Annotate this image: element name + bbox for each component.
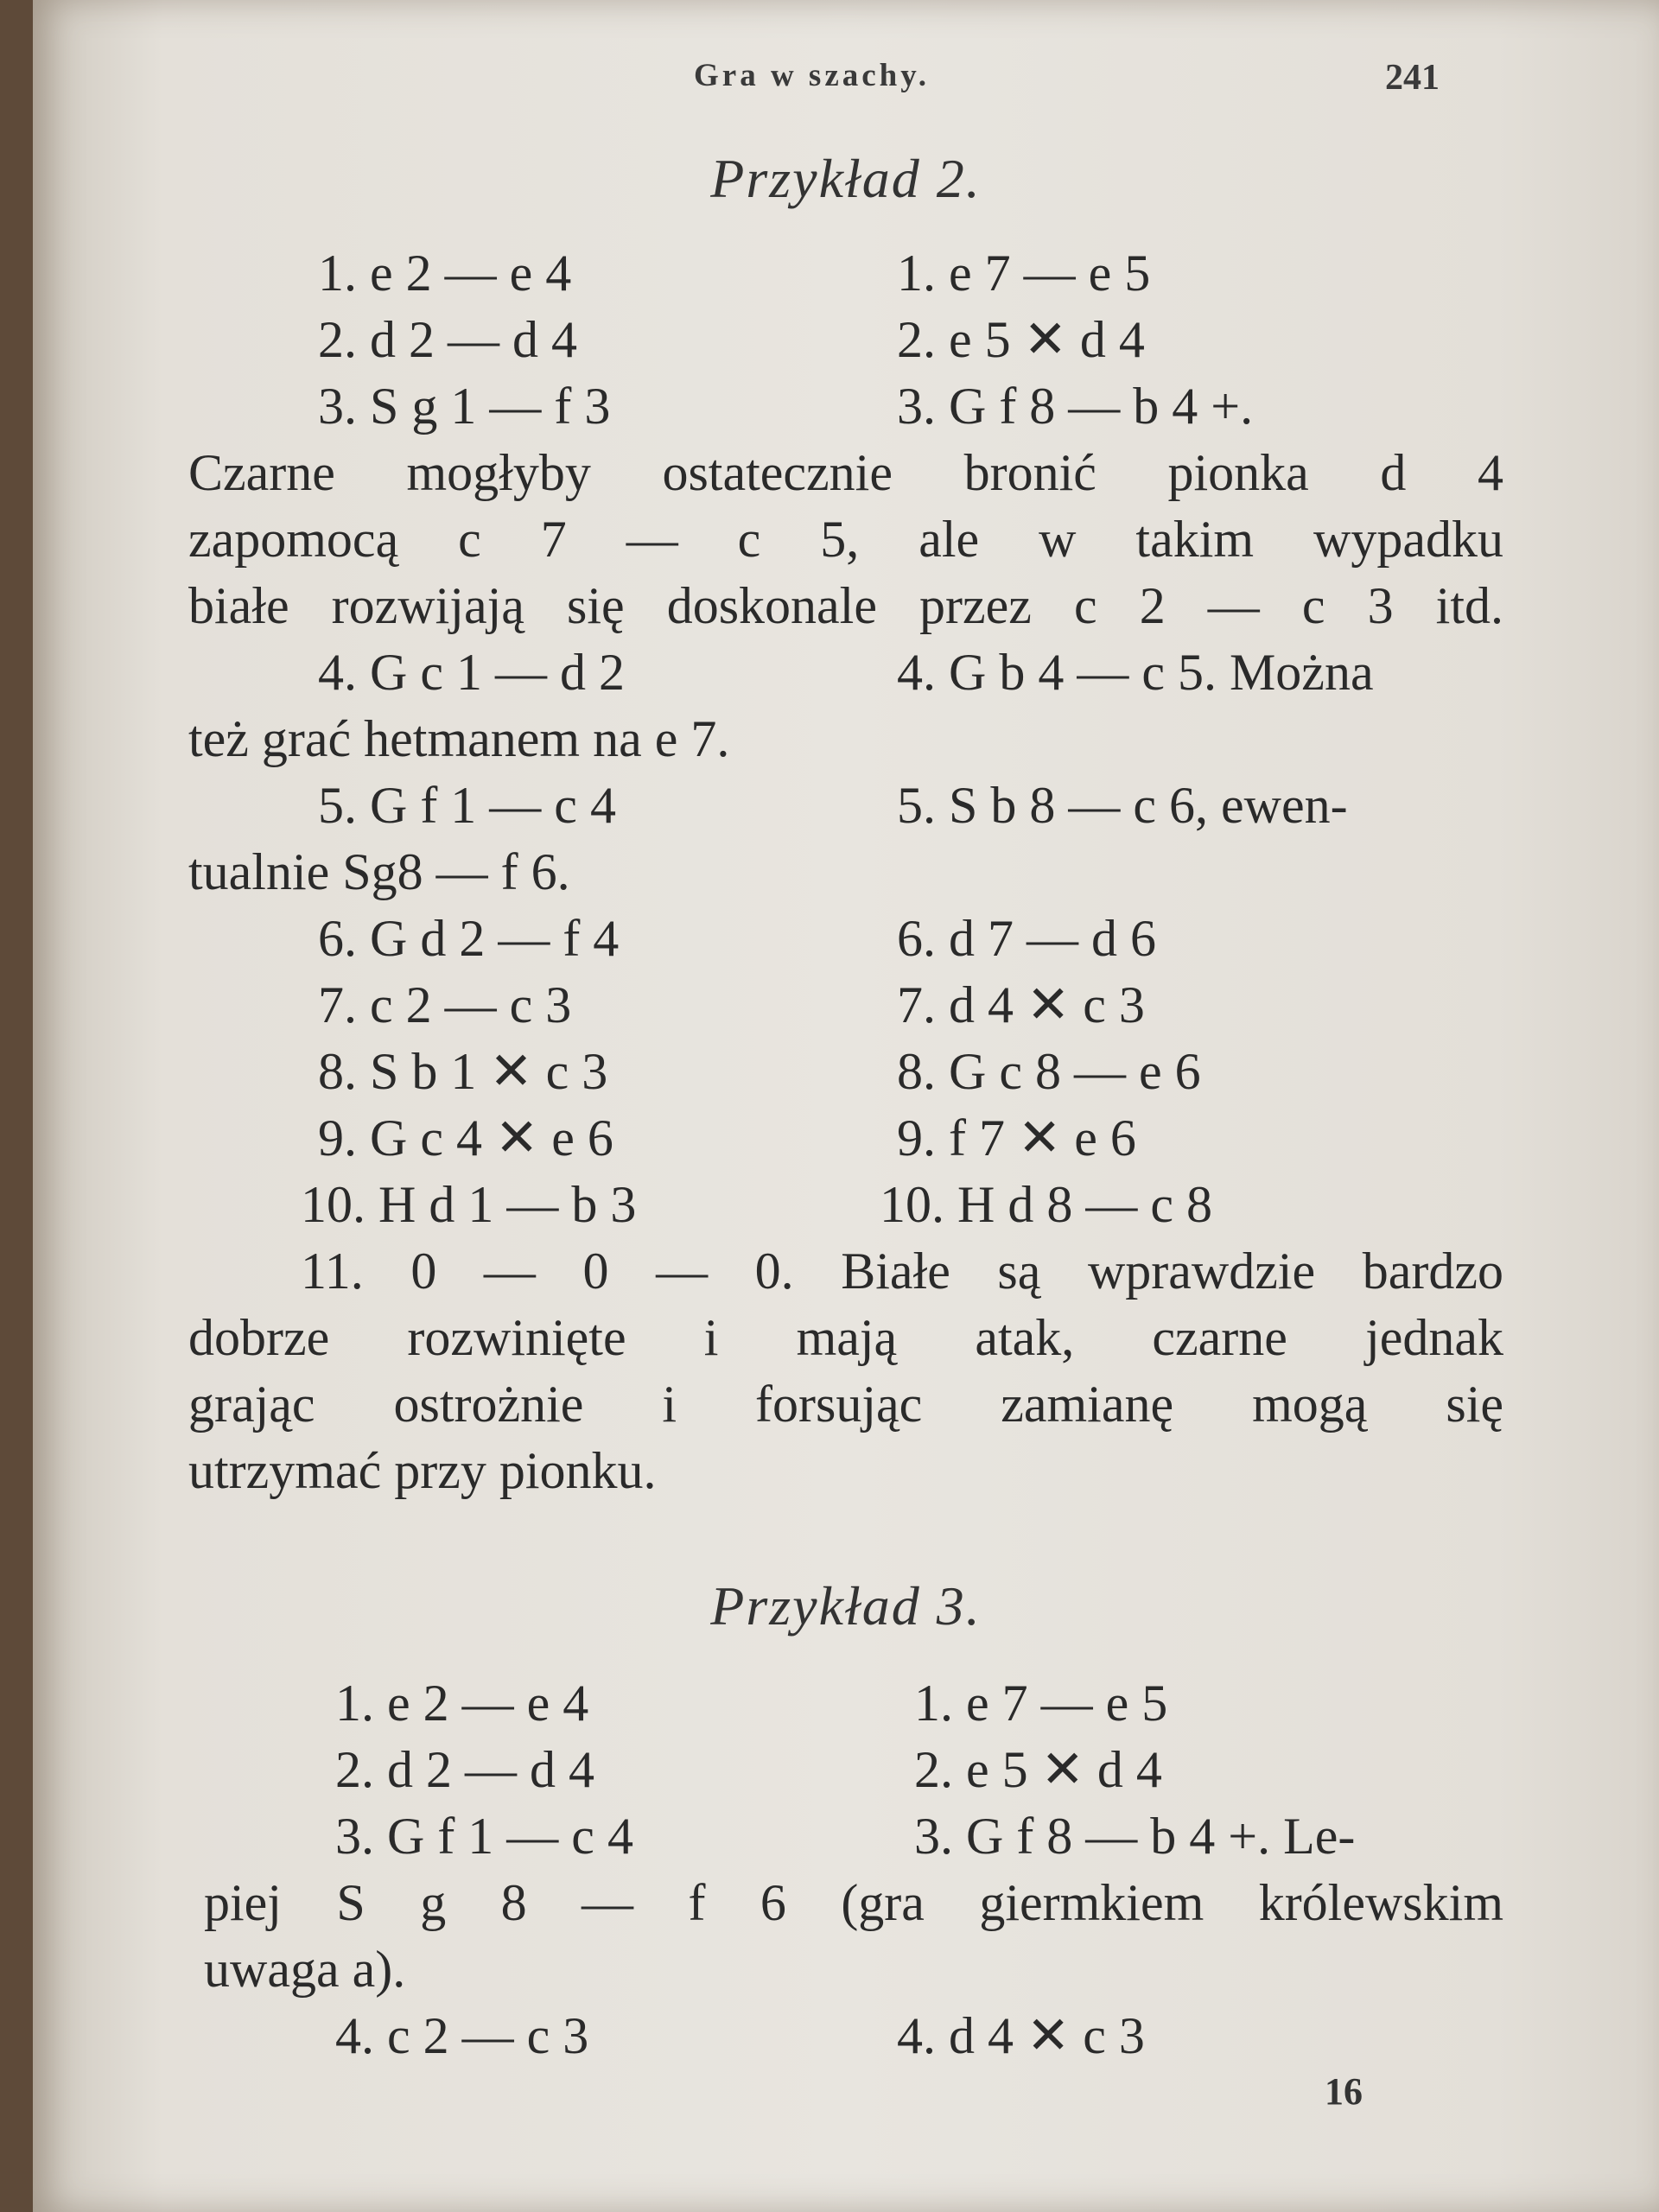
commentary-line: piej S g 8 — f 6 (gra giermkiem królewskim [204, 1874, 1503, 1931]
move-row [188, 1039, 1503, 1105]
black-move: 7. d 4 ✕ c 3 [897, 976, 1145, 1033]
white-move: 8. S b 1 ✕ c 3 [318, 1043, 608, 1100]
commentary-line: dobrze rozwinięte i mają atak, czarne jednak [188, 1309, 1503, 1366]
white-move: 1. e 2 — e 4 [318, 245, 572, 302]
black-move: 1. e 7 — e 5 [897, 245, 1151, 302]
commentary-line: białe rozwijają się doskonale przez c 2 — c 3 itd. [188, 577, 1503, 634]
black-move: 4. G b 4 — c 5. Można [897, 644, 1374, 701]
move-row [188, 373, 1503, 440]
white-move: 4. G c 1 — d 2 [318, 644, 625, 701]
move-row [188, 1803, 1503, 1870]
page-number: 241 [1385, 58, 1440, 98]
move-row [188, 1737, 1503, 1803]
white-move: 1. e 2 — e 4 [335, 1675, 589, 1732]
commentary-line: grając ostrożnie i forsując zamianę mogą się [188, 1376, 1503, 1433]
black-move: 3. G f 8 — b 4 +. Le- [914, 1808, 1356, 1865]
black-move: 3. G f 8 — b 4 +. [897, 378, 1254, 435]
black-move: 2. e 5 ✕ d 4 [897, 311, 1145, 368]
commentary-line: też grać hetmanem na e 7. [188, 710, 730, 767]
move-row [188, 972, 1503, 1039]
move-row [188, 2003, 1503, 2069]
signature-mark: 16 [1325, 2070, 1363, 2113]
commentary-line: utrzymać przy pionku. [188, 1442, 657, 1499]
white-move: 5. G f 1 — c 4 [318, 777, 616, 834]
white-move: 6. G d 2 — f 4 [318, 910, 620, 967]
move-row [188, 240, 1503, 307]
black-move: 10. H d 8 — c 8 [880, 1176, 1212, 1233]
black-move: 1. e 7 — e 5 [914, 1675, 1168, 1732]
black-move: 8. G c 8 — e 6 [897, 1043, 1201, 1100]
white-move: 9. G c 4 ✕ e 6 [318, 1109, 613, 1166]
running-title: Gra w szachy. [694, 58, 930, 93]
white-move: 7. c 2 — c 3 [318, 976, 572, 1033]
black-move: 6. d 7 — d 6 [897, 910, 1156, 967]
white-move: 2. d 2 — d 4 [335, 1741, 594, 1798]
commentary-line: Czarne mogłyby ostatecznie bronić pionka d 4 [188, 444, 1503, 501]
white-move: 10. H d 1 — b 3 [301, 1176, 637, 1233]
black-move: 4. d 4 ✕ c 3 [897, 2007, 1145, 2064]
page-header [33, 57, 1659, 109]
move-row [188, 1105, 1503, 1172]
commentary-line: tualnie Sg8 — f 6. [188, 843, 570, 900]
book-page [33, 0, 1659, 2212]
white-move: 3. G f 1 — c 4 [335, 1808, 633, 1865]
black-move: 2. e 5 ✕ d 4 [914, 1741, 1162, 1798]
move-row [188, 639, 1503, 706]
move-row [188, 307, 1503, 373]
commentary-line: zapomocą c 7 — c 5, ale w takim wypadku [188, 511, 1503, 568]
black-move: 9. f 7 ✕ e 6 [897, 1109, 1136, 1166]
white-move: 2. d 2 — d 4 [318, 311, 577, 368]
commentary-line: uwaga a). [204, 1941, 406, 1998]
move-row [188, 772, 1503, 839]
white-move: 4. c 2 — c 3 [335, 2007, 589, 2064]
example-2-body [188, 240, 1503, 1504]
example-2-heading: Przykład 2. [710, 148, 982, 209]
example-3-body [188, 1670, 1503, 2069]
commentary-line: 11. 0 — 0 — 0. Białe są wprawdzie bardzo [301, 1243, 1503, 1300]
white-move: 3. S g 1 — f 3 [318, 378, 611, 435]
move-row [188, 906, 1503, 972]
example-3-heading: Przykład 3. [710, 1575, 982, 1637]
black-move: 5. S b 8 — c 6, ewen- [897, 777, 1348, 834]
move-row [188, 1670, 1503, 1737]
move-row [188, 1172, 1503, 1238]
